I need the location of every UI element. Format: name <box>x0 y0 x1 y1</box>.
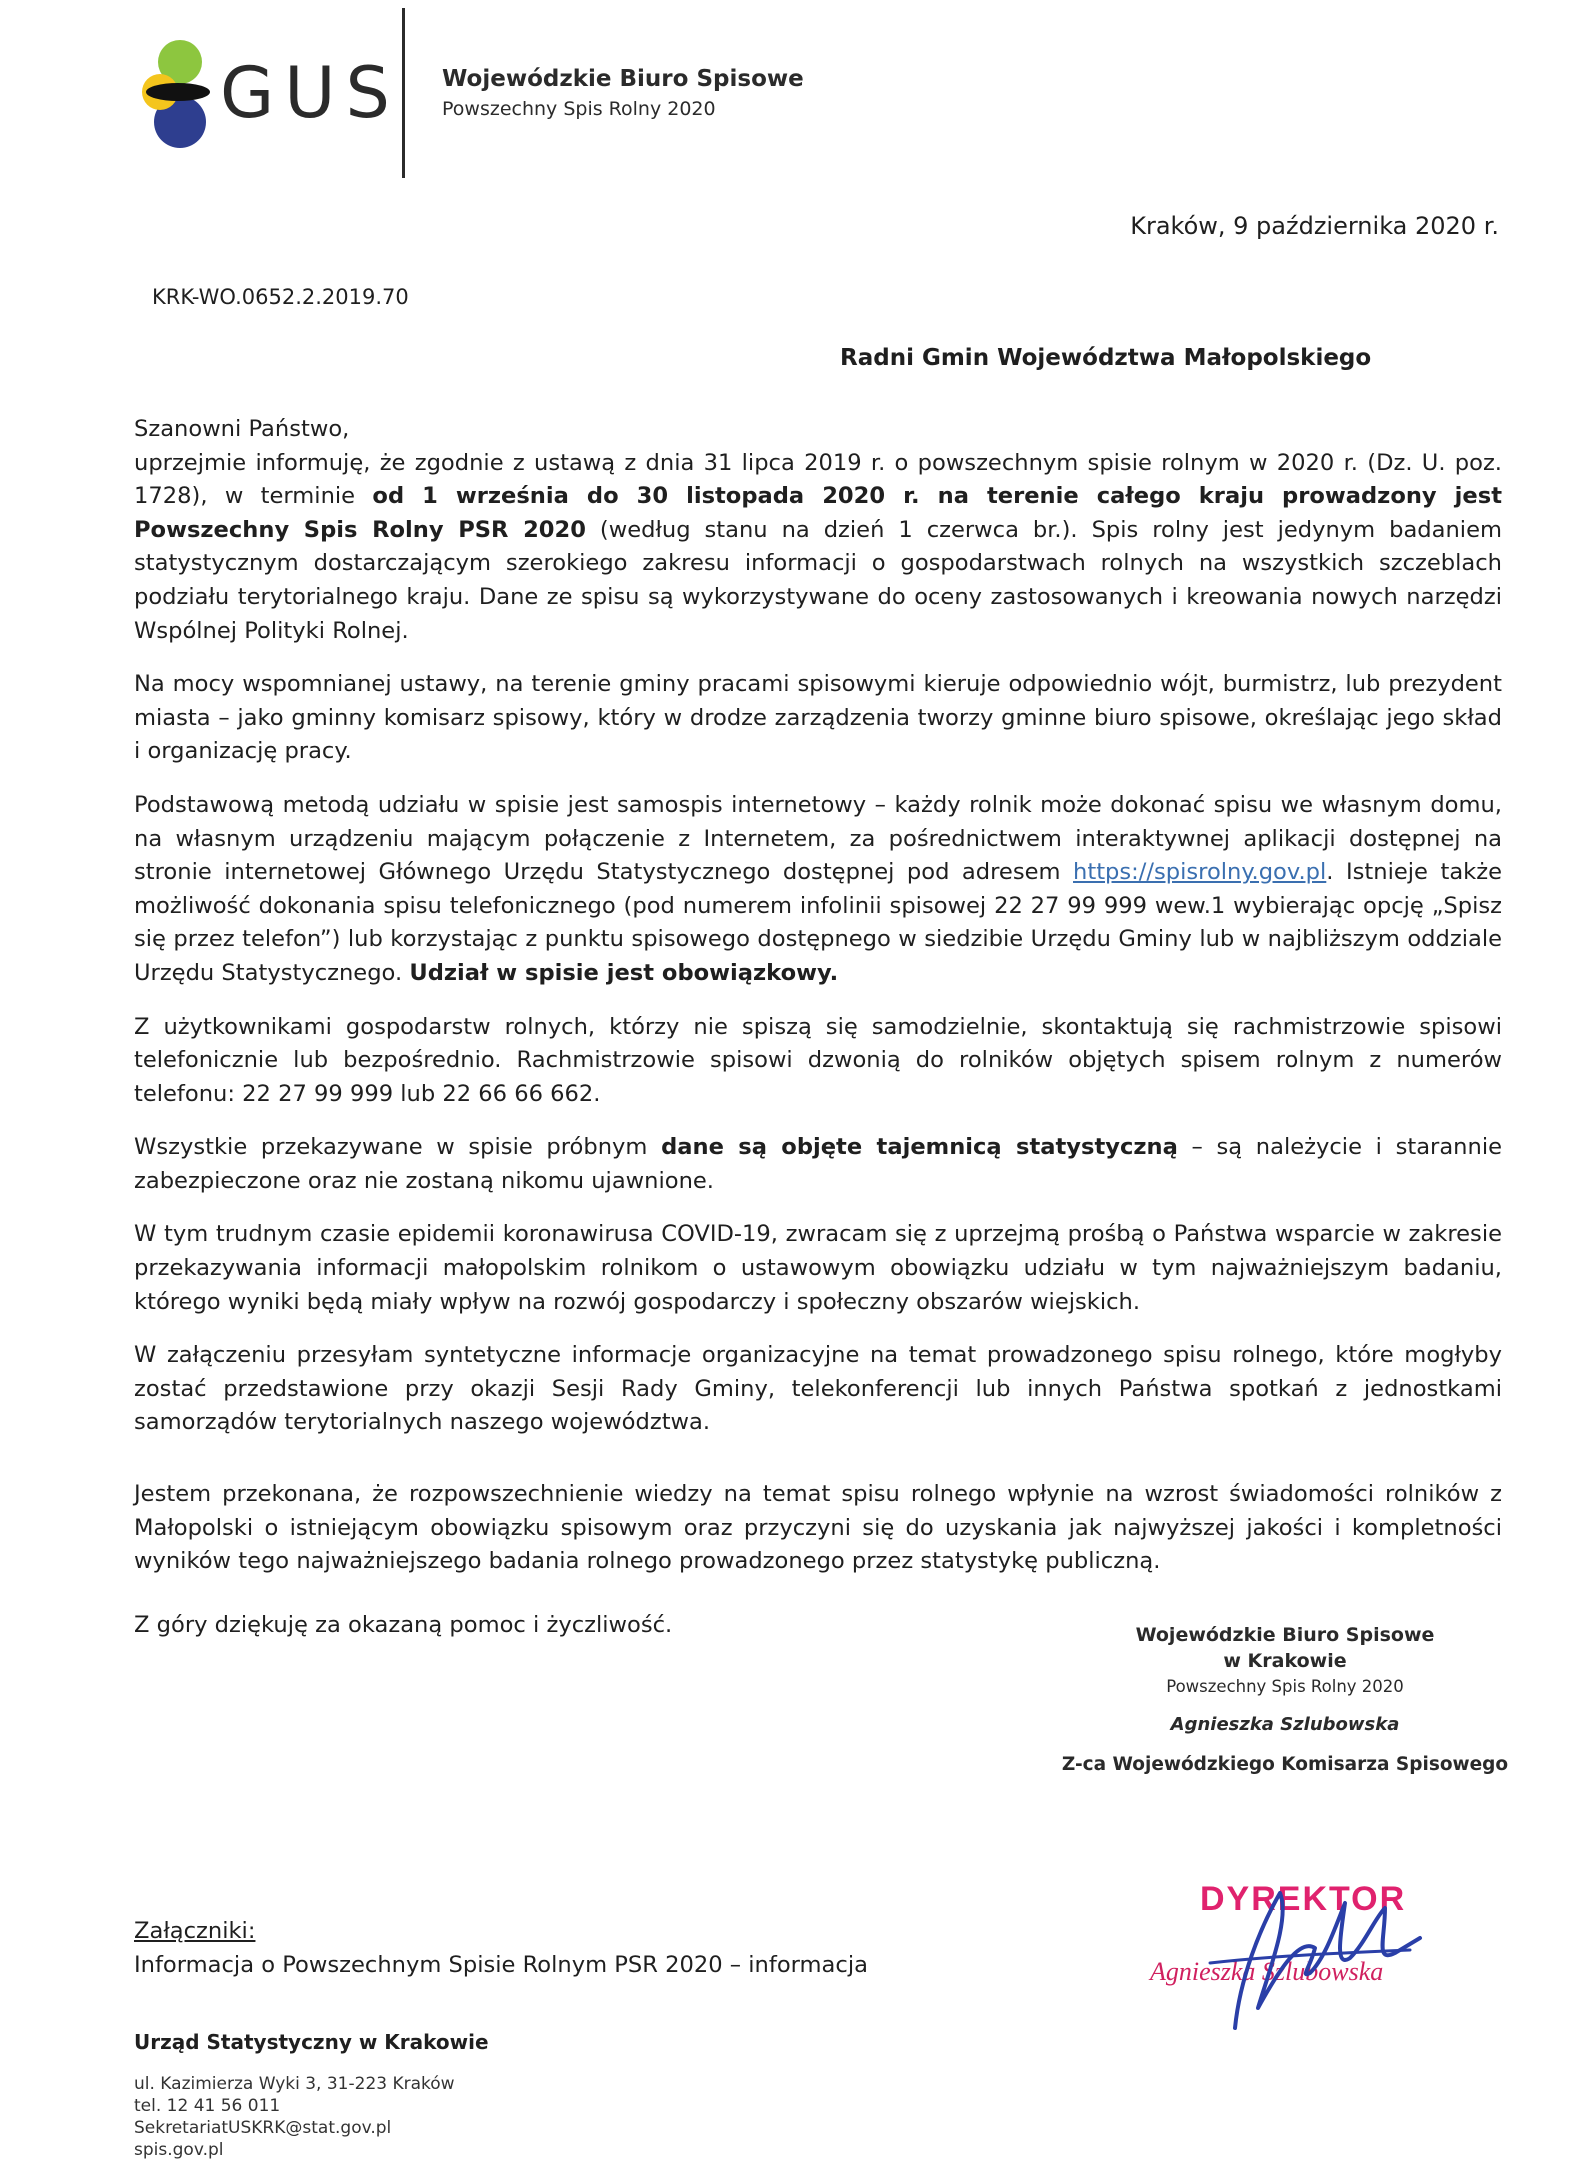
header-divider <box>402 8 405 178</box>
footer-email: SekretariatUSKRK@stat.gov.pl <box>134 2118 392 2138</box>
office-title: Wojewódzkie Biuro Spisowe <box>442 66 804 92</box>
attachment-item: Informacja o Powszechnym Spisie Rolnym PSR 2020 – informacja <box>134 1952 868 1978</box>
office-subtitle: Powszechny Spis Rolny 2020 <box>442 98 716 120</box>
p5-text-b: – są należycie i starannie zabezpieczone oraz nie zostaną nikomu ujawnione. <box>134 1134 1503 1194</box>
footer-phone: tel. 12 41 56 011 <box>134 2096 281 2116</box>
paragraph-8: Jestem przekonana, że rozpowszechnienie wiedzy na temat spisu rolnego wpłynie na wzrost świadomości rolników z Małopolski o istniejącym obowiązku spisowym oraz przyczyni się do uzyskania jak najwyższej jakości i kompletności wyników tego najważniejszego badania rolnego prowadzonego przez statystykę publiczną. <box>134 1481 1502 1575</box>
p5-bold: dane są objęte tajemnicą statystyczną <box>661 1134 1178 1161</box>
paragraph-6: W tym trudnym czasie epidemii koronawirusa COVID-19, zwracam się z uprzejmą prośbą o Państwa wsparcie w zakresie przekazywania informacji małopolskim rolnikom o ustawowym obowiązku udziału w tym najważniejszym badaniu, którego wyniki będą miały wpływ na rozwój gospodarczy i społeczny obszarów wiejskich. <box>134 1221 1502 1315</box>
greeting: Szanowni Państwo, <box>134 416 350 442</box>
paragraph-5 <box>134 1131 1502 1198</box>
stamp-title: DYREKTOR <box>1200 1880 1407 1918</box>
footer-title: Urząd Statystyczny w Krakowie <box>134 2030 489 2054</box>
p1-bold: od 1 września do 30 listopada 2020 r. na terenie całego kraju prowadzony jest Powszechny Spis Rolny PSR 2020 <box>134 483 1502 543</box>
letter-body <box>134 413 1502 1642</box>
paragraph-4: Z użytkownikami gospodarstw rolnych, którzy nie spiszą się samodzielnie, skontaktują się rachmistrzowie spisowi telefonicznie lub bezpośrednio. Rachmistrzowie spisowi dzwonią do rolników objętych spisem rolnym z numerów telefonu: 22 27 99 999 lub 22 66 66 662. <box>134 1013 1502 1107</box>
reference-number: KRK-WO.0652.2.2019.70 <box>152 285 409 309</box>
stamp-name: Agnieszka Szlubowska <box>1150 1957 1384 1986</box>
logo-black-band <box>146 83 210 101</box>
p1-text-c: (według stanu na dzień 1 czerwca br.). Spis rolny jest jedynym badaniem statystycznym dostarczającym szerokiego zakresu informacji o gospodarstwach rolnych na wszystkich szczeblach podziału terytorialnego kraju. Dane ze spisu są wykorzystywane do oceny zastosowanych i kreowania nowych narzędzi Wspólnej Polityki Rolnej. <box>134 516 1502 644</box>
signature-office: Wojewódzkie Biuro Spisowe <box>1135 1624 1435 1646</box>
p5-text-a: Wszystkie przekazywane w spisie próbnym <box>134 1134 662 1161</box>
footer-web: spis.gov.pl <box>134 2140 224 2160</box>
footer-address: ul. Kazimierza Wyki 3, 31-223 Kraków <box>134 2074 455 2094</box>
p1-text-a: uprzejmie informuję, że zgodnie z ustawą z dnia 31 lipca 2019 r. o powszechnym spisie rolnym w 2020 r. (Dz. U. poz. 1728), w terminie <box>134 449 1502 510</box>
paragraph-2: Na mocy wspomnianej ustawy, na terenie gminy pracami spisowymi kieruje odpowiednio wójt, burmistrz, lub prezydent miasta – jako gminny komisarz spisowy, który w drodze zarządzenia tworzy gminne biuro spisowe, określając jego skład i organizację pracy. <box>134 671 1502 765</box>
date-line: Kraków, 9 października 2020 r. <box>1130 212 1499 240</box>
signature-block <box>1025 1622 1545 1778</box>
attachments-label: Załączniki: <box>134 1918 256 1944</box>
footer-contact <box>134 2073 455 2161</box>
paragraph-7: W załączeniu przesyłam syntetyczne informacje organizacyjne na temat prowadzonego spisu rolnego, które mogłyby zostać przedstawione przy okazji Sesji Rady Gminy, telekonferencji lub innych Państwa spotkań z jednostkami samorządów terytorialnych naszego województwa. <box>134 1342 1502 1436</box>
p3-text-b: . Istnieje także możliwość dokonania spisu telefonicznego (pod numerem infolinii spisowej 22 27 99 999 wew.1 wybierając opcję „Spisz się przez telefon”) lub korzystając z punktu spisowego dostępnego w siedzibie Urzędu Gminy lub w najbliższym oddziale Urzędu Statystycznego. <box>134 859 1503 986</box>
recipient: Radni Gmin Województwa Małopolskiego <box>840 345 1372 371</box>
closing-line: Z góry dziękuję za okazaną pomoc i życzliwość. <box>134 1611 673 1638</box>
logo-text: GUS <box>220 52 400 134</box>
paragraph-3 <box>134 789 1502 991</box>
signature-city: w Krakowie <box>1223 1650 1347 1672</box>
p3-text-a: Podstawową metodą udziału w spisie jest samospis internetowy – każdy rolnik może dokonać spisu we własnym domu, na własnym urządzeniu mającym połączenie z Internetem, za pośrednictwem interaktywnej aplikacji dostępnej na stronie internetowej Głównego Urzędu Statystycznego dostępnej pod adresem <box>134 791 1502 886</box>
director-stamp <box>1140 1858 1440 2058</box>
signature-role: Z-ca Wojewódzkiego Komisarza Spisowego <box>1061 1754 1509 1775</box>
signature-census: Powszechny Spis Rolny 2020 <box>1166 1677 1404 1696</box>
spisrolny-link[interactable]: https://spisrolny.gov.pl <box>1073 859 1327 886</box>
signature-name: Agnieszka Szlubowska <box>1170 1714 1400 1735</box>
paragraph-1 <box>134 447 1502 649</box>
p3-bold: Udział w spisie jest obowiązkowy. <box>409 959 839 986</box>
